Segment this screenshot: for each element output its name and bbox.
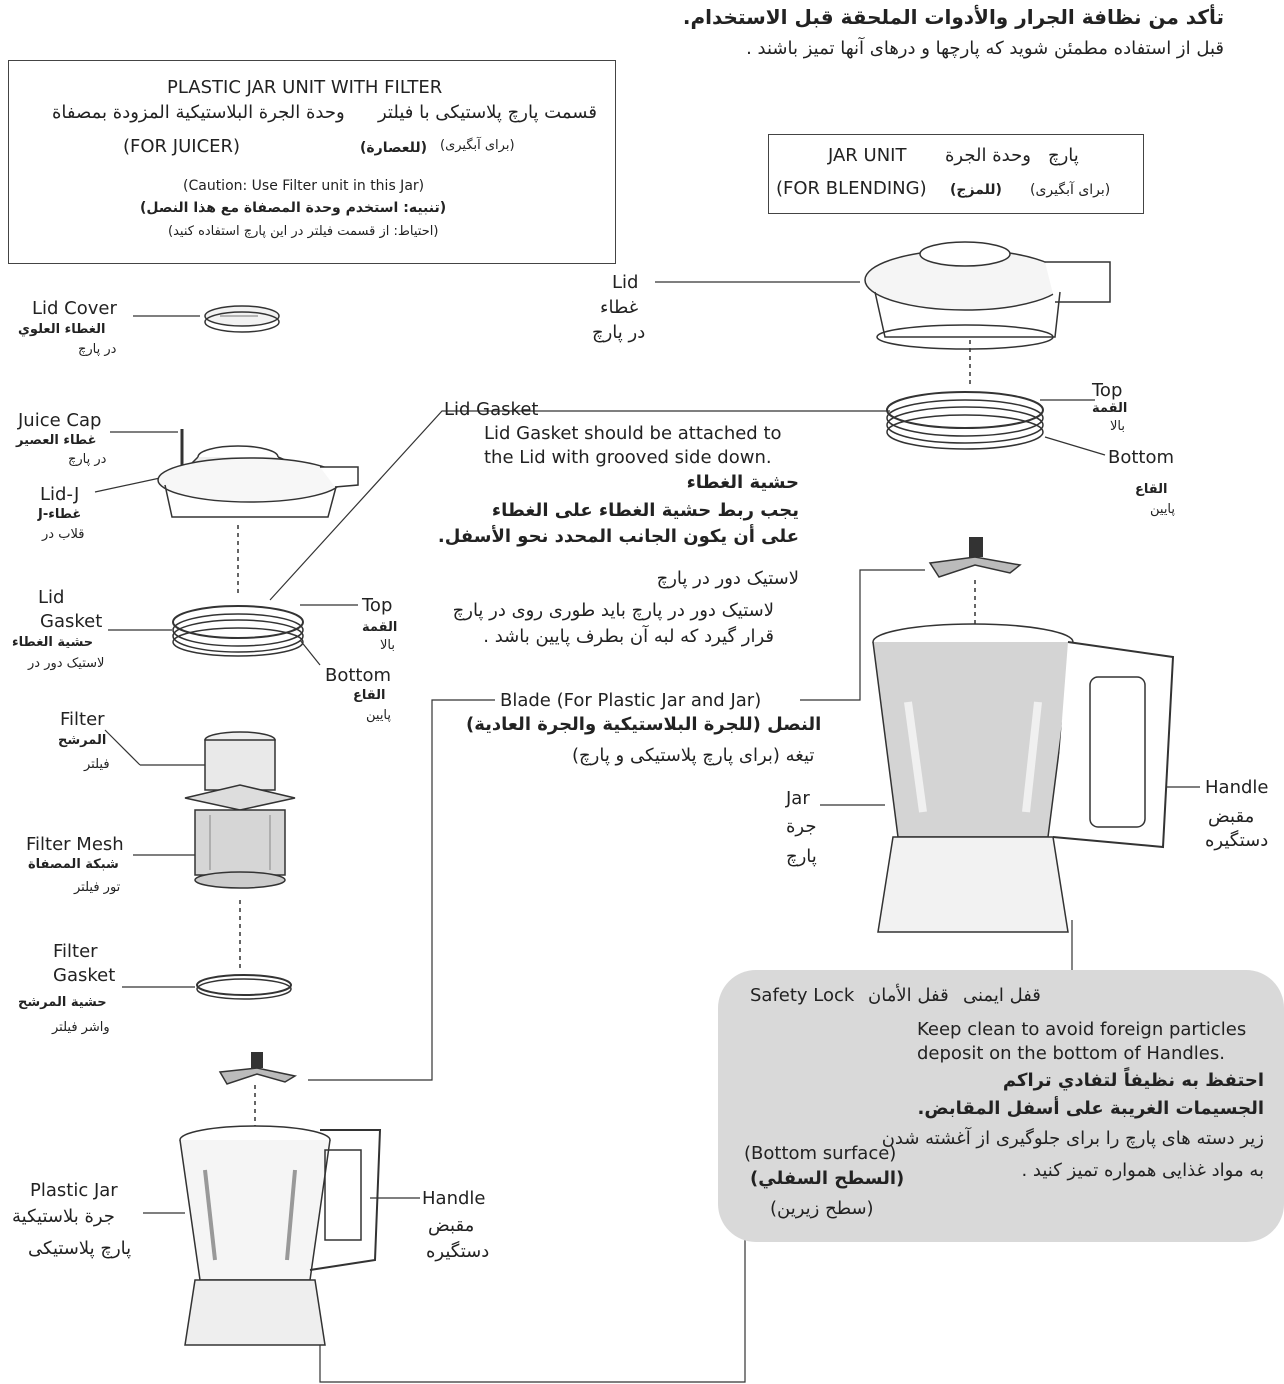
jar-box-for-en: (FOR BLENDING)	[776, 178, 927, 199]
jar-handle-label-fa: دستگیره	[1205, 830, 1269, 851]
safety-lock-title-ar: قفل الأمان	[868, 985, 949, 1006]
plastic-jar-handle-label-fa: دستگیره	[426, 1241, 490, 1262]
lid-gasket-label-ar: حشية الغطاء	[12, 635, 94, 650]
jar-label-en: Jar	[786, 788, 810, 809]
bottom-surface-label-en: (Bottom surface)	[744, 1143, 897, 1164]
lid-j-label-fa: قلاب در	[42, 527, 85, 542]
filter-gasket-label-en2: Gasket	[53, 965, 116, 986]
jar-box-for-fa: (برای آبگیری)	[1030, 182, 1111, 198]
blade-label-en: Blade (For Plastic Jar and Jar)	[500, 690, 762, 711]
safety-note-fa1: زیر دسته های پارچ را برای جلوگیری از آغشته شدن	[881, 1128, 1264, 1149]
filter-mesh-label-en: Filter Mesh	[26, 834, 124, 855]
jar-label-ar: جرة	[786, 816, 817, 837]
left-top-label-en: Top	[362, 595, 393, 616]
lid-label-fa: در پارچ	[592, 322, 646, 343]
bottom-surface-label-ar: (السطح السفلي)	[750, 1168, 905, 1189]
plastic-jar-box-for-en: (FOR JUICER)	[123, 136, 241, 157]
safety-lock-title-en: Safety Lock	[750, 985, 855, 1006]
filter-gasket-label-ar: حشية المرشح	[18, 995, 107, 1010]
filter-label-fa: فیلتر	[84, 757, 110, 772]
right-top-label-fa: بالا	[1110, 419, 1125, 434]
lid-j-label-en: Lid-J	[40, 484, 80, 505]
lid-gasket-note-en1: Lid Gasket should be attached to	[484, 423, 782, 444]
right-top-label-ar: القمة	[1092, 401, 1128, 416]
lid-gasket-left-drawing	[168, 600, 308, 658]
lid-gasket-label-en1: Lid	[38, 587, 65, 608]
jar-handle-label-en: Handle	[1205, 777, 1269, 798]
jar-box-title-fa: پارچ	[1048, 145, 1079, 166]
plastic-jar-box-caution-en: (Caution: Use Filter unit in this Jar)	[183, 178, 425, 194]
lid-gasket-note-en2: the Lid with grooved side down.	[484, 447, 772, 468]
plastic-jar-handle-label-en: Handle	[422, 1188, 486, 1209]
plastic-jar-handle-label-ar: مقبض	[428, 1215, 475, 1236]
blade-right-drawing	[925, 535, 1025, 583]
left-bottom-label-ar: القاع	[353, 688, 386, 703]
plastic-jar-box-caution-fa: (احتیاط: از قسمت فیلتر در این پارچ استفاده کنید)	[168, 224, 439, 239]
plastic-jar-label-fa: پارچ پلاستیکی	[28, 1238, 132, 1259]
juice-cap-label-ar: غطاء العصير	[16, 433, 97, 448]
filter-mesh-label-fa: تور فیلتر	[74, 880, 121, 895]
lid-cover-drawing	[200, 302, 284, 338]
top-notice-persian: قبل از استفاده مطمئن شوید که پارچها و درهای آنها تمیز باشند .	[746, 38, 1224, 59]
safety-note-en2: deposit on the bottom of Handles.	[917, 1043, 1225, 1064]
left-bottom-label-en: Bottom	[325, 665, 392, 686]
juice-cap-label-fa: در پارچ	[68, 452, 107, 467]
lid-gasket-label-en2: Gasket	[40, 611, 103, 632]
lid-label-en: Lid	[612, 272, 639, 293]
plastic-jar-drawing	[175, 1110, 385, 1360]
lid-gasket-note-ar-title: حشية الغطاء	[686, 472, 799, 493]
plastic-jar-box-for-ar: (للعصارة)	[360, 140, 428, 156]
lid-gasket-note-ar1: يجب ربط حشية الغطاء على الغطاء	[491, 500, 799, 521]
top-notice-arabic: تأكد من نظافة الجرار والأدوات الملحقة قبل الاستخدام.	[682, 5, 1224, 29]
plastic-jar-label-ar: جرة بلاستيكية	[12, 1206, 115, 1227]
lid-cover-label-en: Lid Cover	[32, 298, 117, 319]
right-bottom-label-fa: پایین	[1150, 502, 1176, 517]
filter-gasket-label-fa: واشر فیلتر	[52, 1020, 110, 1035]
blade-left-drawing	[215, 1050, 300, 1090]
filter-gasket-label-en1: Filter	[53, 941, 98, 962]
plastic-jar-box-title-en: PLASTIC JAR UNIT WITH FILTER	[167, 77, 443, 98]
jar-handle-label-ar: مقبض	[1208, 806, 1255, 827]
filter-gasket-drawing	[193, 972, 295, 1002]
safety-note-ar2: الجسيمات الغريبة على أسفل المقابض.	[917, 1098, 1264, 1119]
right-top-label-en: Top	[1092, 380, 1123, 401]
left-bottom-label-fa: پایین	[366, 708, 392, 723]
lid-gasket-note-ar2: على أن يكون الجانب المحدد نحو الأسفل.	[437, 526, 799, 547]
right-bottom-label-en: Bottom	[1108, 447, 1175, 468]
lid-label-ar: غطاء	[600, 297, 639, 318]
lid-gasket-center-title: Lid Gasket	[444, 399, 539, 420]
juice-lid-drawing	[150, 425, 365, 525]
jar-box-title-ar: وحدة الجرة	[945, 145, 1031, 166]
lid-gasket-note-fa-title: لاستیک دور در پارچ	[656, 568, 799, 589]
lid-cover-label-ar: الغطاء العلوي	[18, 322, 106, 337]
lid-cover-label-fa: در پارچ	[78, 342, 117, 357]
filter-label-ar: المرشح	[58, 733, 107, 748]
lid-gasket-note-fa2: قرار گیرد که لبه آن بطرف پایین باشد .	[483, 626, 774, 647]
left-top-label-ar: القمة	[362, 620, 398, 635]
juice-cap-label-en: Juice Cap	[18, 410, 102, 431]
plastic-jar-box-title-ar: وحدة الجرة البلاستيكية المزودة بمصفاة	[52, 102, 345, 123]
plastic-jar-label-en: Plastic Jar	[30, 1180, 118, 1201]
lid-gasket-note-fa1: لاستیک دور در پارچ باید طوری روی در پارچ	[452, 600, 774, 621]
safety-lock-title-fa: قفل ایمنی	[963, 985, 1041, 1006]
bottom-surface-label-fa: (سطح زیرین)	[770, 1198, 874, 1219]
plastic-jar-box-title-fa: قسمت پارچ پلاستیکی با فیلتر	[378, 102, 597, 123]
safety-note-en1: Keep clean to avoid foreign particles	[917, 1019, 1247, 1040]
jar-box-title-en: JAR UNIT	[828, 145, 907, 166]
plastic-jar-box-caution-ar: (تنبيه: استخدم وحدة المصفاة مع هذا النصل)	[140, 200, 447, 216]
jar-label-fa: پارچ	[786, 846, 817, 867]
filter-drawing	[180, 730, 300, 900]
left-top-label-fa: بالا	[380, 638, 395, 653]
safety-note-fa2: به مواد غذایی همواره تمیز کنید .	[1021, 1160, 1264, 1181]
filter-label-en: Filter	[60, 709, 105, 730]
lid-j-label-ar: غطاء-J	[38, 507, 82, 522]
lid-gasket-right-drawing	[880, 385, 1050, 455]
plastic-jar-box-for-fa: (برای آبگیری)	[440, 138, 515, 153]
lid-right-drawing	[855, 232, 1115, 350]
jar-box-for-ar: (للمزج)	[950, 182, 1002, 198]
blade-label-ar: النصل (للجرة البلاستيكية والجرة العادية)	[466, 714, 822, 735]
jar-right-drawing	[868, 612, 1183, 947]
blade-label-fa: تیغه (برای پارچ پلاستیکی و پارچ)	[572, 745, 815, 766]
safety-note-ar1: احتفظ به نظيفاً لتفادي تراكم	[1002, 1070, 1264, 1091]
right-bottom-label-ar: القاع	[1135, 482, 1168, 497]
lid-gasket-label-fa: لاستیک دور در	[28, 656, 105, 671]
filter-mesh-label-ar: شبكة المصفاة	[28, 857, 119, 872]
